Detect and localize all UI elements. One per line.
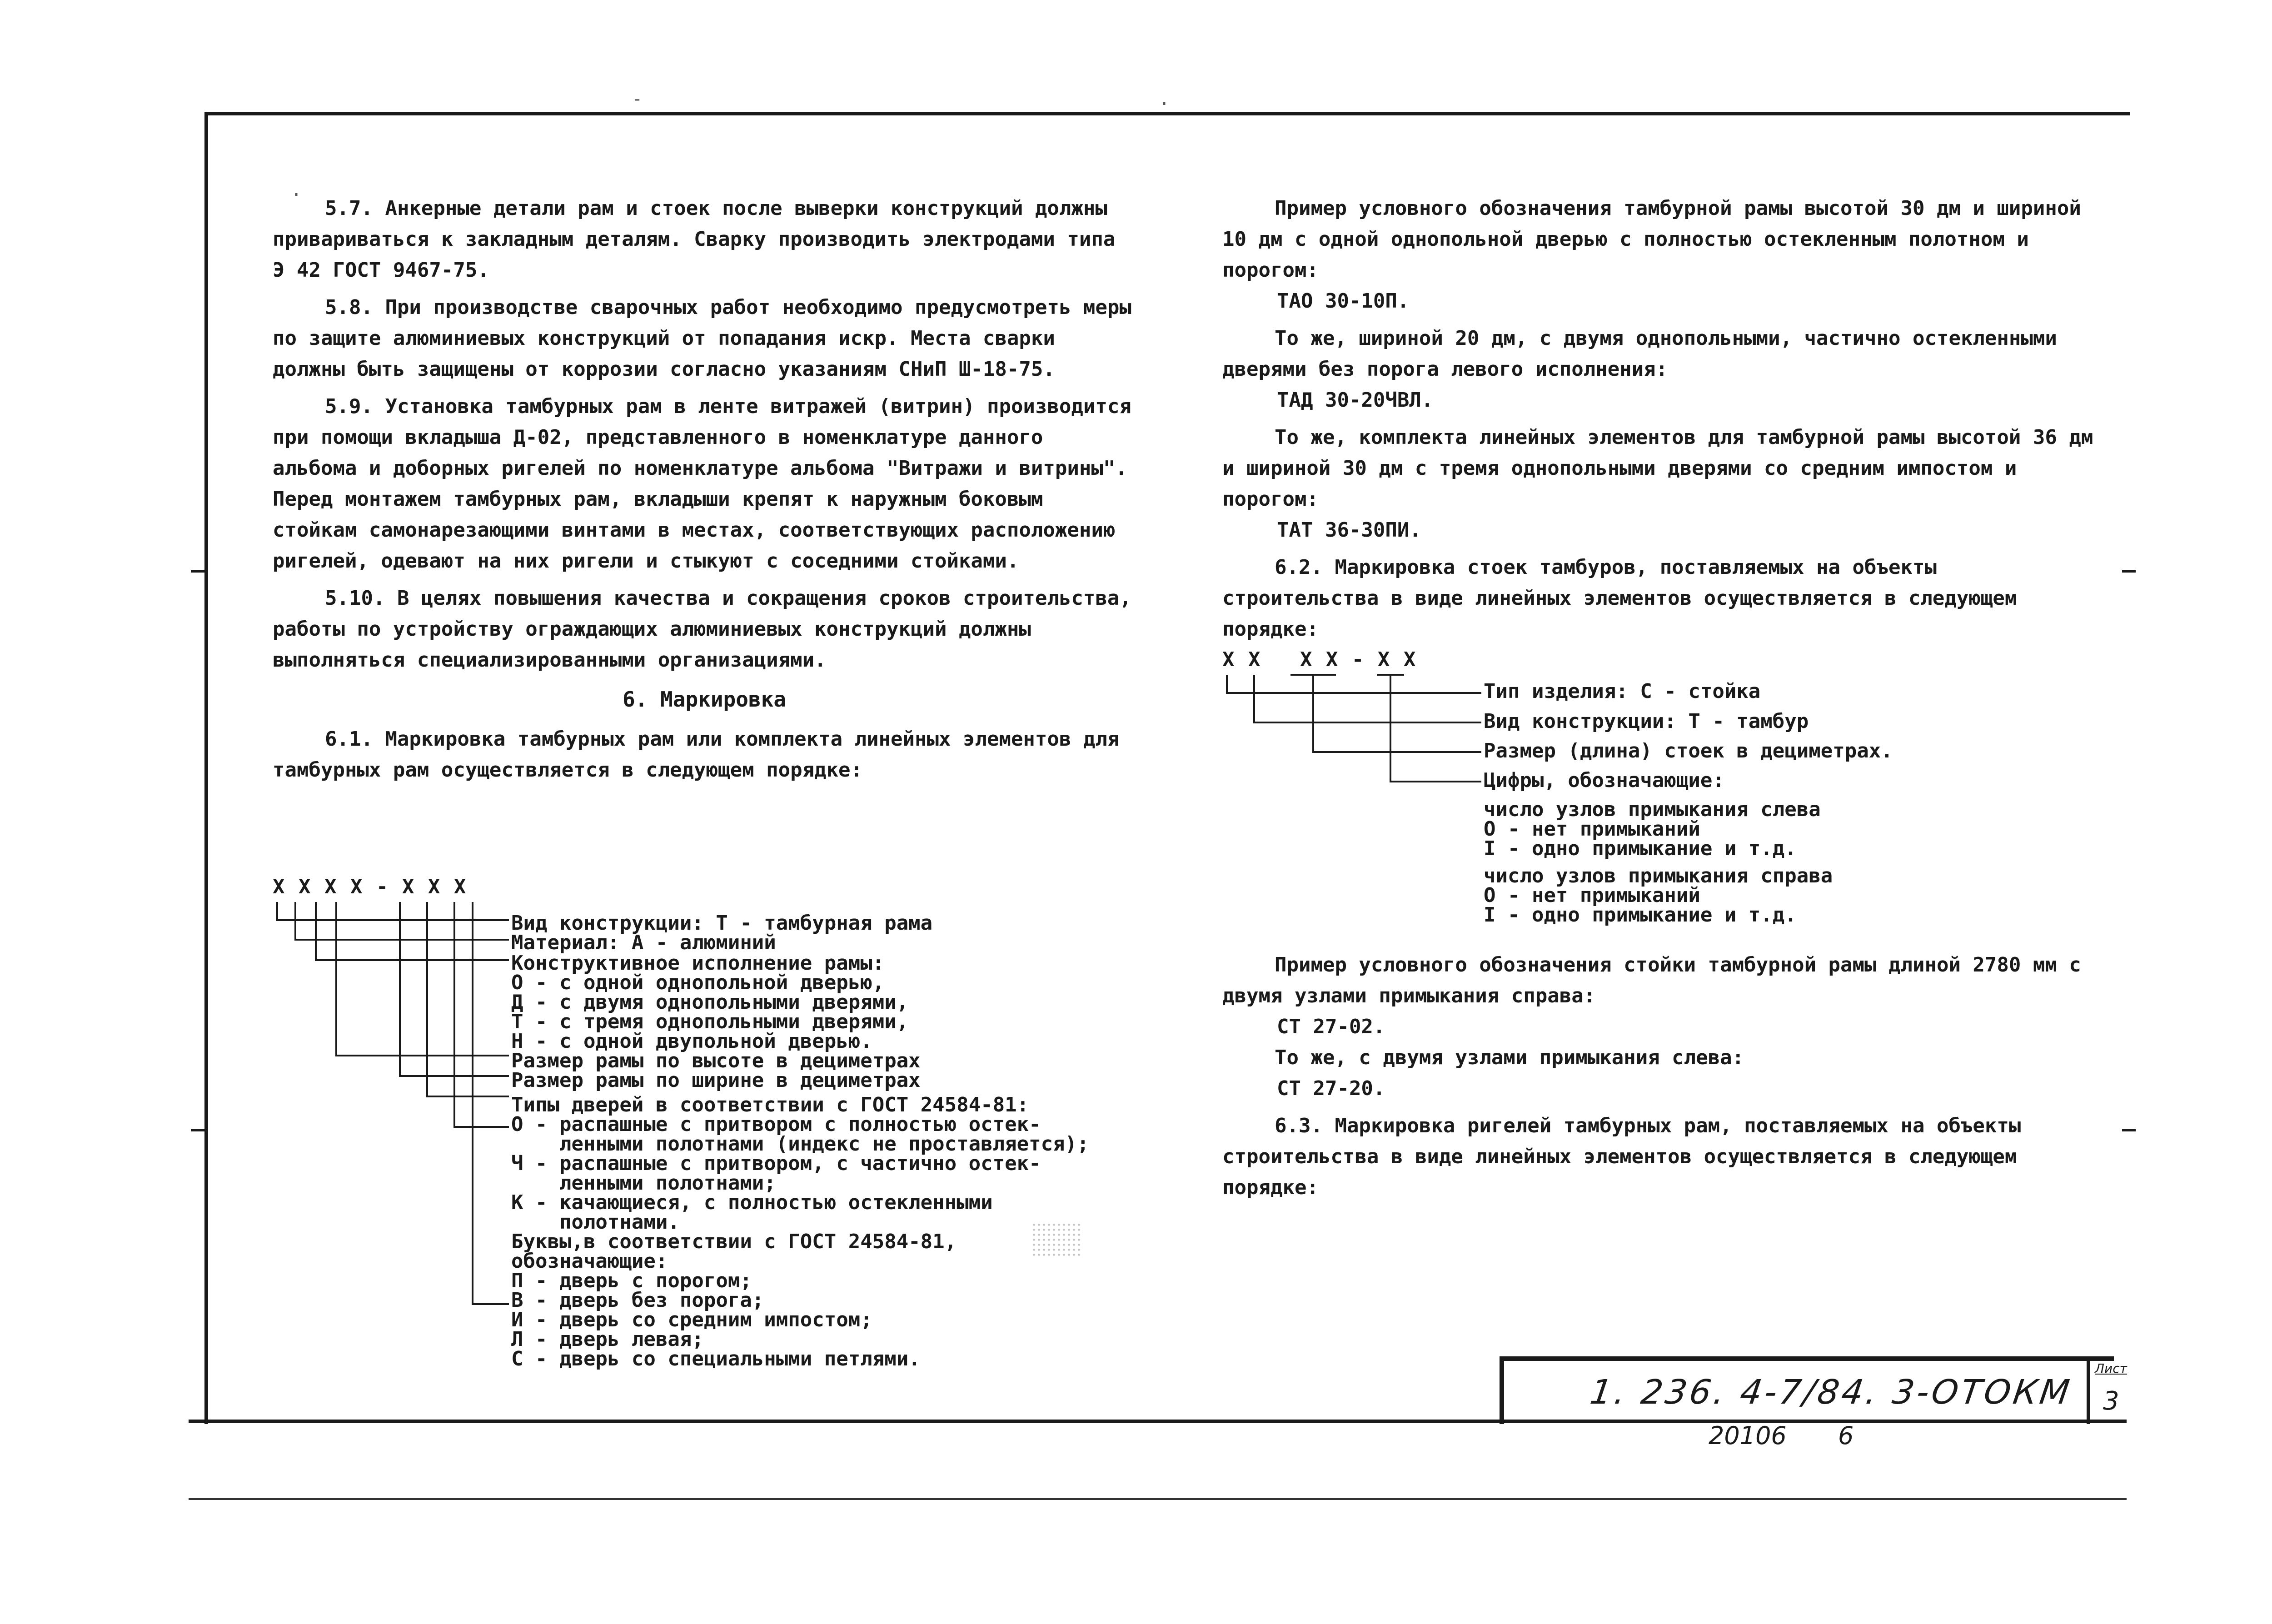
scheme-line: Размер (длина) стоек в дециметрах. xyxy=(1484,739,1893,762)
paragraph-5-7: 5.7. Анкерные детали рам и стоек после выверки конструкций должны привариваться к закладным деталям. Сварку производить электродами типа Э 42 ГОСТ 9467-75. xyxy=(273,197,1116,282)
scheme-line: обозначающие: xyxy=(511,1250,668,1273)
scheme-line: ленными полотнами; xyxy=(511,1171,776,1195)
right-column-bottom xyxy=(1222,950,2099,1210)
scheme-leader-lines xyxy=(273,877,509,1313)
paragraph-6-2: 6.2. Маркировка стоек тамбуров, поставляемых на объекты строительства в виде линейных элементов осуществляется в следующем порядке: xyxy=(1222,556,2017,641)
scheme-line: О - нет примыканий xyxy=(1484,884,1700,907)
scan-speck: . xyxy=(1159,89,1170,110)
scheme-line: Типы дверей в соответствии с ГОСТ 24584-81: xyxy=(511,1093,1029,1116)
scheme-line: Цифры, обозначающие: xyxy=(1484,769,1724,792)
scheme-leader-lines xyxy=(1222,650,1481,800)
scheme-line: Конструктивное исполнение рамы: xyxy=(511,951,885,975)
scheme-line: Вид конструкции: Т - тамбур xyxy=(1484,710,1809,733)
scheme-line: С - дверь со специальными петлями. xyxy=(511,1347,921,1370)
margin-tick xyxy=(2122,570,2136,573)
scheme-line: О - нет примыканий xyxy=(1484,817,1700,841)
scheme-line: Н - с одной двупольной дверью. xyxy=(511,1030,872,1053)
trim-line xyxy=(189,1498,2127,1500)
scheme-line: Тип изделия: С - стойка xyxy=(1484,680,1761,703)
example-frame-3: То же, комплекта линейных элементов для тамбурной рамы высотой 36 дм и шириной 30 дм с тремя однопольными дверями со средним импостом и порогом: xyxy=(1222,426,2093,511)
scheme-line: О - распашные с притвором с полностью остек- xyxy=(511,1113,1041,1136)
scheme-line: О - с одной однопольной дверью, xyxy=(511,971,885,994)
scheme-line: ленными полотнами (индекс не проставляется); xyxy=(511,1132,1089,1156)
scheme-line: В - дверь без порога; xyxy=(511,1289,764,1312)
code-example-3: ТАТ 36-30ПИ. xyxy=(1277,518,1421,542)
margin-tick xyxy=(191,1129,204,1131)
title-block-divider xyxy=(2087,1361,2090,1424)
scheme-pattern: X X X X - X X X xyxy=(273,875,467,898)
paragraph-5-10: 5.10. В целях повышения качества и сокращения сроков строительства, работы по устройству ограждающих алюминиевых конструкций должны выполняться специализированными организациями. xyxy=(273,587,1131,672)
paragraph-5-9: 5.9. Установка тамбурных рам в ленте витражей (витрин) производится при помощи вкладыша Д-02, представленного в номенклатуре данного альбома и доборных ригелей по номенклатуре альбома "Витражи и витрины". Перед монтажем тамбурных рам, вкладыши крепят к наружным боковым стойкам самонарезающими винтами в местах, соответствующих расположению ригелей, одевают на них ригели и стыкуют с соседними стойками. xyxy=(273,395,1131,573)
scheme-line: Материал: А - алюминий xyxy=(511,931,776,954)
example-post-1: Пример условного обозначения стойки тамбурной рамы длиной 2780 мм с двумя узлами примыкания справа: xyxy=(1222,953,2081,1007)
scheme-line: Размер рамы по ширине в дециметрах xyxy=(511,1069,921,1092)
scan-speck: . xyxy=(291,179,302,200)
post-marking-scheme xyxy=(1222,650,2086,941)
frame-marking-scheme xyxy=(273,877,1181,1422)
title-block xyxy=(1500,1356,2127,1424)
section-heading-6: 6. Маркировка xyxy=(622,687,787,712)
code-example-5: СТ 27-20. xyxy=(1277,1077,1385,1100)
left-column xyxy=(273,193,1136,792)
document-code: 1. 236. 4-7/84. 3-ОТОКМ xyxy=(1587,1373,2075,1412)
paragraph-6-1: 6.1. Маркировка тамбурных рам или комплекта линейных элементов для тамбурных рам осуществляется в следующем порядке: xyxy=(273,727,1120,782)
scheme-pattern: X X X X - X X xyxy=(1222,648,1417,671)
right-column-top xyxy=(1222,193,2099,651)
scheme-line: Буквы,в соответствии с ГОСТ 24584-81, xyxy=(511,1230,957,1253)
scheme-line: полотнами. xyxy=(511,1211,680,1234)
scan-speck: - xyxy=(632,89,643,110)
paragraph-5-8: 5.8. При производстве сварочных работ необходимо предусмотреть меры по защите алюминиевых конструкций от попадания искр. Места сварки должны быть защищены от коррозии согласно указаниям СНиП Ш-18-75. xyxy=(273,296,1131,381)
scheme-line: Д - с двумя однопольными дверями, xyxy=(511,991,909,1014)
scheme-line: П - дверь с порогом; xyxy=(511,1269,752,1292)
example-frame-2: То же, шириной 20 дм, с двумя однопольными, частично остекленными дверями без порога левого исполнения: xyxy=(1222,327,2057,381)
scheme-line: Размер рамы по высоте в дециметрах xyxy=(511,1049,921,1072)
code-example-4: СТ 27-02. xyxy=(1277,1015,1385,1038)
scheme-line: Т - с тремя однопольными дверями, xyxy=(511,1010,909,1033)
margin-tick xyxy=(191,570,204,573)
scheme-line: Л - дверь левая; xyxy=(511,1328,704,1351)
archive-number: 20106 xyxy=(1709,1421,1787,1450)
paragraph-6-3: 6.3. Маркировка ригелей тамбурных рам, поставляемых на объекты строительства в виде линейных элементов осуществляется в следующем порядке: xyxy=(1222,1114,2021,1199)
scheme-line: Ч - распашные с притвором, с частично остек- xyxy=(511,1152,1041,1175)
sheet-number: 3 xyxy=(2103,1386,2119,1416)
scheme-line: Вид конструкции: Т - тамбурная рама xyxy=(511,912,933,935)
sheet-label: Лист xyxy=(2095,1361,2127,1376)
code-example-1: ТАО 30-10П. xyxy=(1277,289,1410,313)
scheme-line: К - качающиеся, с полностью остекленными xyxy=(511,1191,993,1214)
copy-number: 6 xyxy=(1838,1421,1854,1450)
scheme-line: число узлов примыкания справа xyxy=(1484,864,1833,887)
scheme-line: I - одно примыкание и т.д. xyxy=(1484,837,1797,860)
scheme-line: И - дверь со средним импостом; xyxy=(511,1308,872,1331)
scheme-line: I - одно примыкание и т.д. xyxy=(1484,903,1797,927)
margin-tick xyxy=(2122,1129,2136,1131)
example-frame-1: Пример условного обозначения тамбурной рамы высотой 30 дм и шириной 10 дм с одной однопольной дверью с полностью остекленным полотном и порогом: xyxy=(1222,197,2081,282)
code-example-2: ТАД 30-20ЧВЛ. xyxy=(1277,389,1434,412)
example-post-2: То же, с двумя узлами примыкания слева: xyxy=(1275,1046,1744,1069)
scheme-line: число узлов примыкания слева xyxy=(1484,798,1821,821)
